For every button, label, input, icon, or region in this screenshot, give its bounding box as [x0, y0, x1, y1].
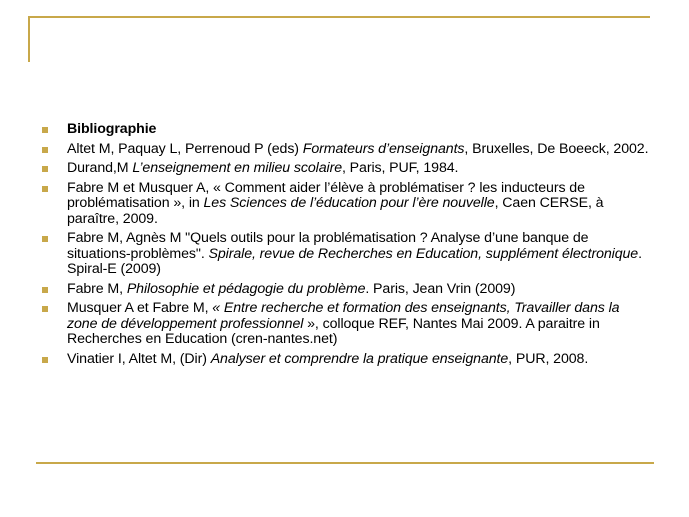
entry-publication: , Bruxelles, De Boeeck, 2002. — [464, 140, 649, 157]
square-bullet-icon — [42, 166, 48, 172]
entry-authors: Musquer A et Fabre M, — [67, 300, 213, 316]
entry-title: Formateurs d’enseignants — [302, 140, 465, 157]
entry-publication: », colloque REF, Nantes Mai 2009. A paraitre in Recherches en Education (cren-nantes.net) — [67, 315, 600, 347]
bibliography-list — [41, 122, 651, 371]
list-item — [41, 352, 651, 368]
entry-authors: Fabre M et Musquer A, « Comment aider l’élève à problématiser ? les inducteurs de problématisation », in — [67, 179, 585, 211]
entry-authors: Altet M, Paquay L, Perrenoud P (eds) — [67, 140, 303, 157]
entry-title: Analyser et comprendre la pratique enseignante — [210, 350, 509, 367]
square-bullet-icon — [42, 236, 48, 242]
square-bullet-icon — [42, 357, 48, 363]
entry-title: Philosophie et pédagogie du problème — [126, 280, 366, 297]
entry-authors: Fabre M, Agnès M "Quels outils pour la problématisation ? Analyse d’une banque de situations-problèmes". — [67, 230, 589, 262]
entry-authors: Vinatier I, Altet M, (Dir) — [67, 350, 211, 367]
entry-publication: , Caen CERSE, à paraître, 2009. — [67, 195, 604, 227]
entry-title: L’enseignement en milieu scolaire — [132, 160, 342, 176]
square-bullet-icon — [42, 306, 48, 312]
list-item — [41, 161, 651, 177]
list-item — [41, 282, 651, 298]
entry-authors: Fabre M, — [67, 280, 127, 297]
entry-title: « Entre recherche et formation des enseignants, Travailler dans la zone de développement professionnel — [67, 300, 620, 332]
list-item-heading — [41, 122, 651, 138]
entry-title: Spirale, revue de Recherches en Education, supplément électronique — [208, 245, 639, 262]
entry-publication: . Spiral-E (2009) — [67, 245, 642, 277]
entry-title: Les Sciences de l’éducation pour l’ère nouvelle — [203, 195, 495, 211]
list-item — [41, 301, 651, 348]
square-bullet-icon — [42, 186, 48, 192]
entry-authors: Durand,M — [67, 160, 133, 176]
left-rule — [28, 16, 30, 62]
bibliography-heading: Bibliographie — [67, 121, 157, 137]
entry-publication: . Paris, Jean Vrin (2009) — [365, 280, 516, 297]
list-item — [41, 142, 651, 158]
entry-publication: , Paris, PUF, 1984. — [341, 160, 459, 176]
square-bullet-icon — [42, 287, 48, 293]
square-bullet-icon — [42, 147, 48, 153]
entry-publication: , PUR, 2008. — [508, 350, 589, 367]
list-item — [41, 231, 651, 278]
list-item — [41, 181, 651, 228]
top-rule — [29, 16, 650, 18]
bottom-rule — [36, 462, 654, 464]
square-bullet-icon — [42, 127, 48, 133]
